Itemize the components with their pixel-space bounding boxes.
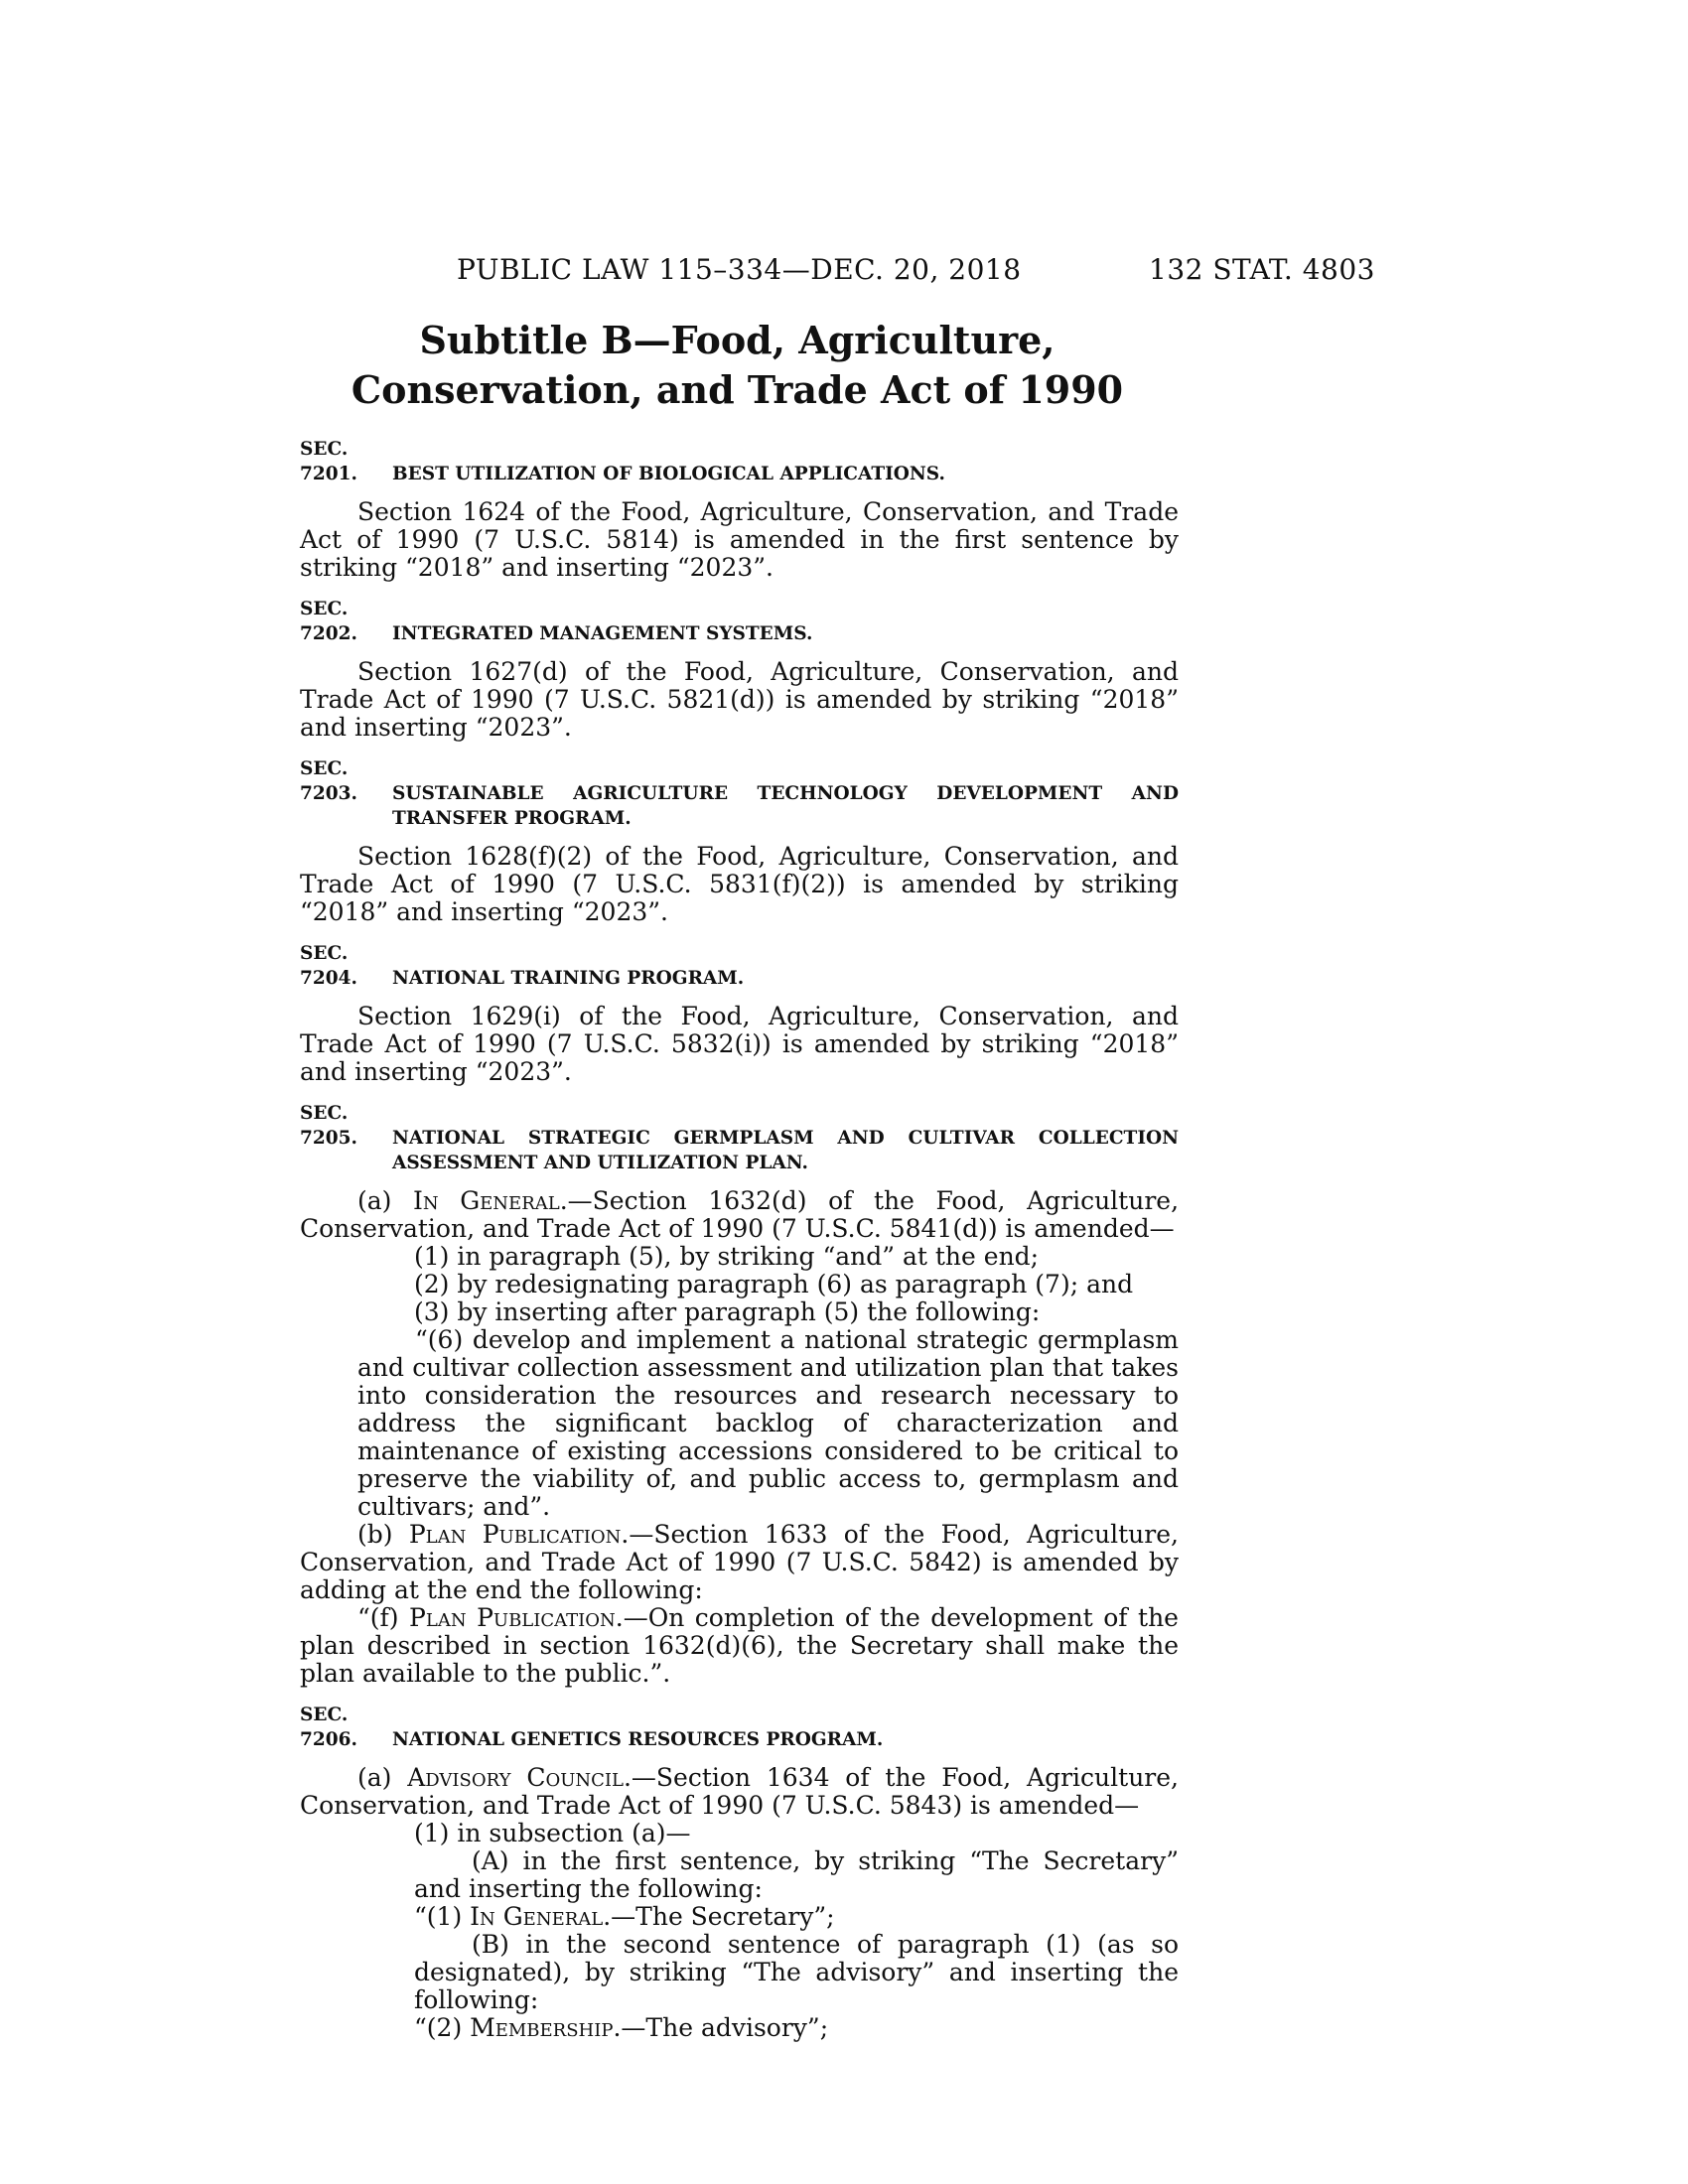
quoted-text-7205-a: “(6) develop and implement a national strategic germplasm and cultivar collection assessment and utilization plan that takes into consideration the resources and research necessary to address the significant backlog of characterization and maintenance of existing accessions considered to be critical to preserve the viability of, and public access to, germplasm and cultivars; and”. (357, 1325, 1179, 1521)
section-heading-7206: SEC. 7206. NATIONAL GENETICS RESOURCES PROGRAM. (300, 1705, 884, 1750)
subsection-7206-a: (a) Advisory Council.—Section 1634 of the Food, Agriculture, Conservation, and Trade Act of 1990 (7 U.S.C. 5843) is amended— (300, 1763, 1179, 1820)
paragraph-7205-a2: (2) by redesignating paragraph (6) as paragraph (7); and (414, 1270, 1134, 1298)
document-body (300, 437, 1179, 2042)
subtitle-line-2: Conservation, and Trade Act of 1990 (351, 367, 1124, 412)
quoted-text-7205-b: “(f) Plan Publication.—On completion of the development of the plan described in section 1632(d)(6), the Secretary shall make the plan available to the public.”. (300, 1603, 1179, 1688)
quoted-text-7206-a1-A: “(1) In General.—The Secretary”; (414, 1902, 835, 1931)
section-text-7203: Section 1628(f)(2) of the Food, Agriculture, Conservation, and Trade Act of 1990 (7 U.S.C. 5831(f)(2)) is amended by striking “2018” and inserting “2023”. (300, 842, 1179, 926)
section-heading-7205: SEC. 7205. NATIONAL STRATEGIC GERMPLASM AND CULTIVAR COLLECTION ASSESSMENT AND UTILIZATION PLAN. (300, 1103, 1179, 1173)
subtitle-heading (298, 316, 1177, 415)
stat-page-number: 132 STAT. 4803 (1149, 253, 1375, 286)
section-heading-7204: SEC. 7204. NATIONAL TRAINING PROGRAM. (300, 943, 745, 989)
subsection-7205-a: (a) In General.—Section 1632(d) of the Food, Agriculture, Conservation, and Trade Act of 1990 (7 U.S.C. 5841(d)) is amended— (300, 1186, 1180, 1243)
section-text-7202: Section 1627(d) of the Food, Agriculture, Conservation, and Trade Act of 1990 (7 U.S.C. 5821(d)) is amended by striking “2018” and inserting “2023”. (300, 657, 1179, 742)
section-heading-7203: SEC. 7203. SUSTAINABLE AGRICULTURE TECHNOLOGY DEVELOPMENT AND TRANSFER PROGRAM. (300, 758, 1179, 829)
paragraph-7205-a1: (1) in paragraph (5), by striking “and” at the end; (414, 1242, 1040, 1271)
section-text-7201: Section 1624 of the Food, Agriculture, Conservation, and Trade Act of 1990 (7 U.S.C. 5814) is amended in the first sentence by striking “2018” and inserting “2023”. (300, 497, 1179, 582)
running-header (298, 250, 1375, 290)
paragraph-7206-a1: (1) in subsection (a)— (414, 1819, 691, 1847)
section-heading-7202: SEC. 7202. INTEGRATED MANAGEMENT SYSTEMS. (300, 599, 813, 644)
subparagraph-7206-a1-B: (B) in the second sentence of paragraph (1) (as so designated), by striking “The advisory” and inserting the following: (414, 1930, 1179, 2014)
subparagraph-7206-a1-A: (A) in the first sentence, by striking “The Secretary” and inserting the following: (414, 1846, 1179, 1903)
quoted-text-7206-a1-B: “(2) Membership.—The advisory”; (414, 2013, 829, 2042)
subtitle-line-1: Subtitle B—Food, Agriculture, (419, 318, 1055, 362)
section-text-7204: Section 1629(i) of the Food, Agriculture, Conservation, and Trade Act of 1990 (7 U.S.C. 5832(i)) is amended by striking “2018” and inserting “2023”. (300, 1002, 1179, 1086)
section-heading-7201: SEC. 7201. BEST UTILIZATION OF BIOLOGICAL APPLICATIONS. (300, 439, 945, 484)
subsection-7205-b: (b) Plan Publication.—Section 1633 of the Food, Agriculture, Conservation, and Trade Act of 1990 (7 U.S.C. 5842) is amended by adding at the end the following: (300, 1520, 1179, 1604)
public-law-date: PUBLIC LAW 115–334—DEC. 20, 2018 (457, 253, 1022, 286)
paragraph-7205-a3: (3) by inserting after paragraph (5) the following: (414, 1297, 1041, 1326)
